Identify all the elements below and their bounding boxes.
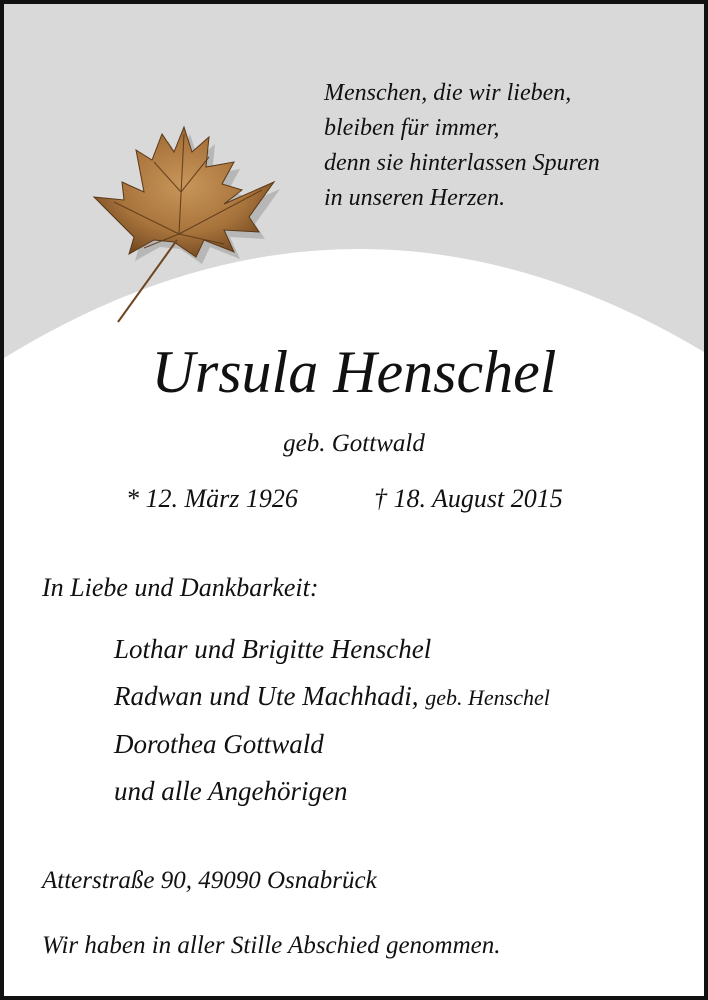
maiden-name: geb. Gottwald (283, 430, 425, 457)
maple-leaf-icon (84, 122, 284, 332)
closing-statement: Wir haben in aller Stille Abschied genommen. (42, 932, 501, 959)
poem-line: in unseren Herzen. (324, 185, 506, 211)
mourner-maiden-note: geb. Henschel (425, 685, 550, 710)
poem-line: denn sie hinterlassen Spuren (324, 150, 600, 176)
mourner-line: und alle Angehörigen (114, 776, 348, 806)
mourners-intro: In Liebe und Dankbarkeit: (42, 573, 319, 602)
poem-line: Menschen, die wir lieben, (324, 80, 572, 106)
deceased-name: Ursula Henschel (151, 339, 557, 405)
mourner-line (114, 673, 550, 721)
birth-date: * 12. März 1926 (126, 484, 298, 513)
mourner-line: Dorothea Gottwald (114, 729, 324, 759)
mourner-names: Radwan und Ute Machhadi, (114, 681, 419, 711)
mourner-line: Lothar und Brigitte Henschel (114, 634, 432, 664)
poem-line: bleiben für immer, (324, 115, 500, 141)
mourners-list (114, 626, 550, 815)
poem (324, 76, 600, 216)
address: Atterstraße 90, 49090 Osnabrück (42, 867, 377, 894)
death-date: † 18. August 2015 (374, 484, 563, 513)
